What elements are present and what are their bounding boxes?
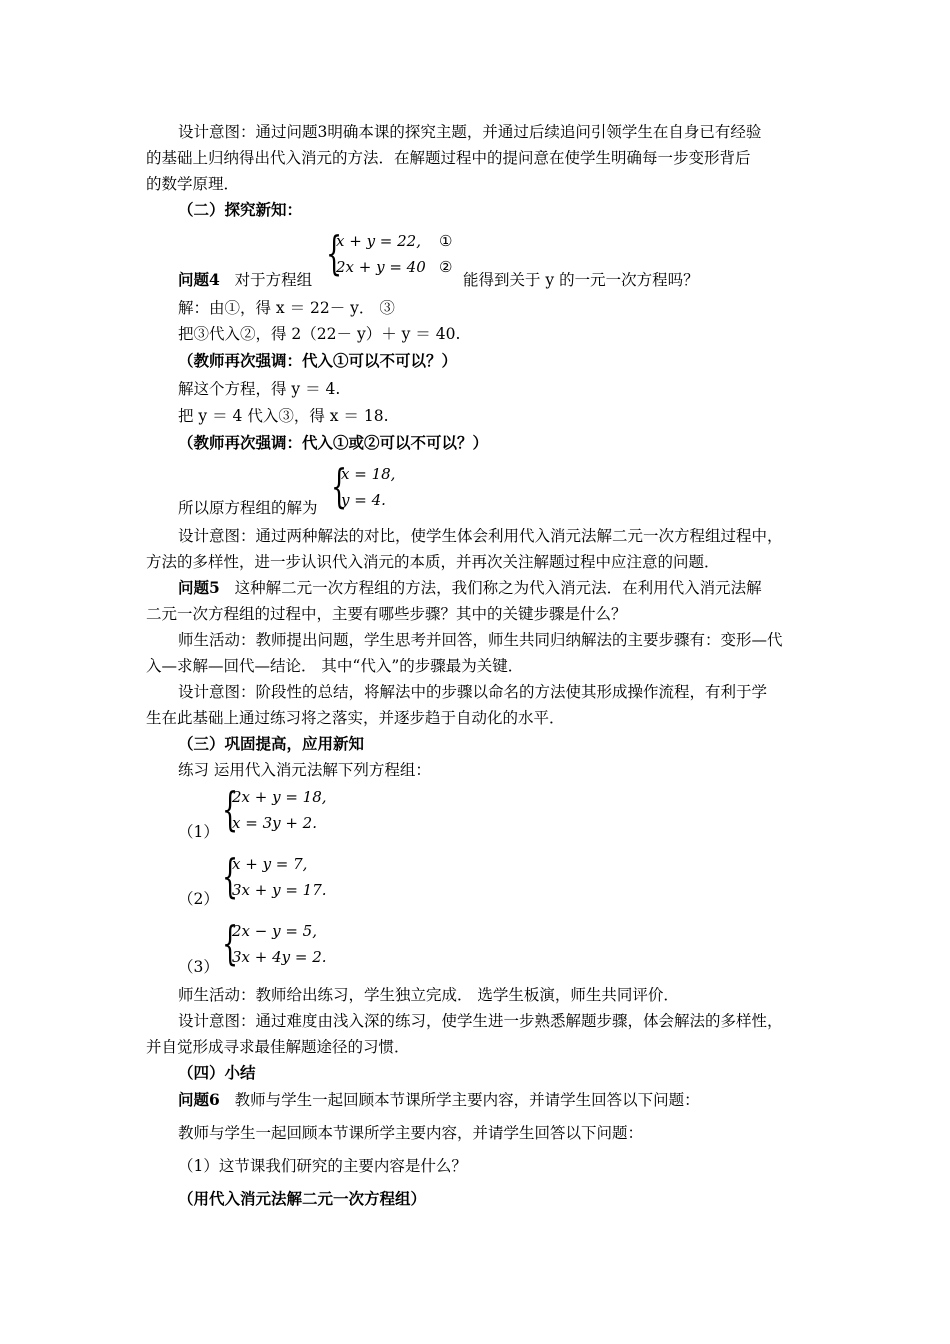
design-intent-1-line2: 的基础上归纳得出代入消元的方法．在解题过程中的提问意在使学生明确每一步变形背后: [146, 149, 751, 167]
section-4-heading: （四）小结: [178, 1063, 256, 1082]
question-6: [178, 1090, 700, 1110]
solution-step-3: 解这个方程，得 y ＝ 4.: [178, 380, 341, 398]
design-intent-4-line2: 并自觉形成寻求最佳解题途径的习惯．: [146, 1038, 410, 1056]
exercise-3-eq1: 2x − y = 5,: [232, 922, 317, 940]
solution-step-2: 把③代入②，得 2（22－ y）＋ y ＝ 40.: [178, 325, 461, 343]
exercise-2-number: （2）: [178, 890, 219, 908]
system-eq2: 2x + y = 40: [336, 258, 426, 276]
section-3-heading: （三）巩固提高，应用新知: [178, 734, 365, 753]
question-4-label: 问题4: [178, 270, 220, 289]
design-intent-3-line2: 生在此基础上通过练习将之落实，并逐步趋于自动化的水平．: [146, 709, 565, 727]
exercise-3-eq2: 3x + 4y = 2.: [232, 948, 327, 966]
exercise-1-eq2: x = 3y + 2.: [232, 814, 317, 832]
section-2-heading: （二）探究新知：: [178, 200, 303, 219]
brace-icon: {: [326, 226, 343, 280]
question-4-pre: 对于方程组: [234, 271, 313, 289]
question-6-repeat: 教师与学生一起回顾本节课所学主要内容，并请学生回答以下问题：: [178, 1124, 644, 1142]
design-intent-1-line1: 设计意图：通过问题3明确本课的探究主题，并通过后续追问引领学生在自身已有经验: [178, 123, 762, 141]
design-intent-4-line1: 设计意图：通过难度由浅入深的练习，使学生进一步熟悉解题步骤，体会解法的多样性，: [178, 1012, 783, 1030]
solution-step-4: 把 y ＝ 4 代入③，得 x ＝ 18.: [178, 407, 389, 425]
question-6-item-1: （1）这节课我们研究的主要内容是什么？: [178, 1157, 467, 1175]
question-4: [178, 270, 312, 290]
activity-1-line2: 入—求解—回代—结论． 其中“代入”的步骤最为关键．: [146, 657, 524, 675]
exercise-3-system: [222, 916, 342, 970]
solution-prefix: 所以原方程组的解为: [178, 499, 318, 517]
system-eq1: x + y = 22,: [336, 232, 421, 250]
activity-2: 师生活动：教师给出练习，学生独立完成． 选学生板演，师生共同评价．: [178, 986, 679, 1004]
design-intent-1-line3: 的数学原理．: [146, 175, 240, 193]
design-intent-2-line1: 设计意图：通过两种解法的对比，使学生体会利用代入消元法解二元一次方程组过程中，: [178, 527, 783, 545]
teacher-emphasis-2: （教师再次强调：代入①或②可以不可以？）: [178, 433, 489, 452]
question-4-post: 能得到关于 y 的一元一次方程吗？: [463, 271, 699, 289]
question-6-label: 问题6: [178, 1090, 220, 1109]
exercise-3-number: （3）: [178, 958, 219, 976]
brace-icon: {: [222, 916, 239, 970]
brace-icon: {: [222, 849, 239, 903]
question-5-line2: 二元一次方程组的过程中，主要有哪些步骤？其中的关键步骤是什么？: [146, 605, 627, 623]
question-5-label: 问题5: [178, 578, 220, 597]
exercise-2-system: [222, 849, 342, 903]
activity-1-line1: 师生活动：教师提出问题，学生思考并回答，师生共同归纳解法的主要步骤有：变形—代: [178, 631, 783, 649]
exercise-1-number: （1）: [178, 823, 219, 841]
brace-icon: {: [222, 782, 239, 836]
question-6-answer-1: （用代入消元法解二元一次方程组）: [178, 1189, 427, 1208]
marker-2: ②: [439, 258, 453, 276]
solution-system: [331, 459, 411, 513]
solution-eq1: x = 18,: [341, 465, 396, 483]
design-intent-3-line1: 设计意图：阶段性的总结，将解法中的步骤以命名的方法使其形成操作流程，有利于学: [178, 683, 768, 701]
exercise-intro: 练习 运用代入消元法解下列方程组：: [178, 761, 431, 779]
solution-step-1: 解：由①，得 x ＝ 22－ y． ③: [178, 299, 395, 317]
exercise-2-eq2: 3x + y = 17.: [232, 881, 327, 899]
brace-icon: {: [331, 459, 348, 513]
design-intent-2-line2: 方法的多样性，进一步认识代入消元的本质，并再次关注解题过程中应注意的问题．: [146, 553, 720, 571]
solution-eq2: y = 4.: [341, 491, 386, 509]
question-6-text: 教师与学生一起回顾本节课所学主要内容，并请学生回答以下问题：: [234, 1091, 700, 1109]
exercise-2-eq1: x + y = 7,: [232, 855, 308, 873]
exercise-1-system: [222, 782, 342, 836]
question-5-text: 这种解二元一次方程组的方法，我们称之为代入消元法．在利用代入消元法解: [234, 579, 762, 597]
teacher-emphasis-1: （教师再次强调：代入①可以不可以？）: [178, 351, 458, 370]
equation-system-q4: [326, 226, 466, 280]
question-5-line1: [178, 578, 762, 598]
marker-1: ①: [439, 232, 453, 250]
exercise-1-eq1: 2x + y = 18,: [232, 788, 327, 806]
